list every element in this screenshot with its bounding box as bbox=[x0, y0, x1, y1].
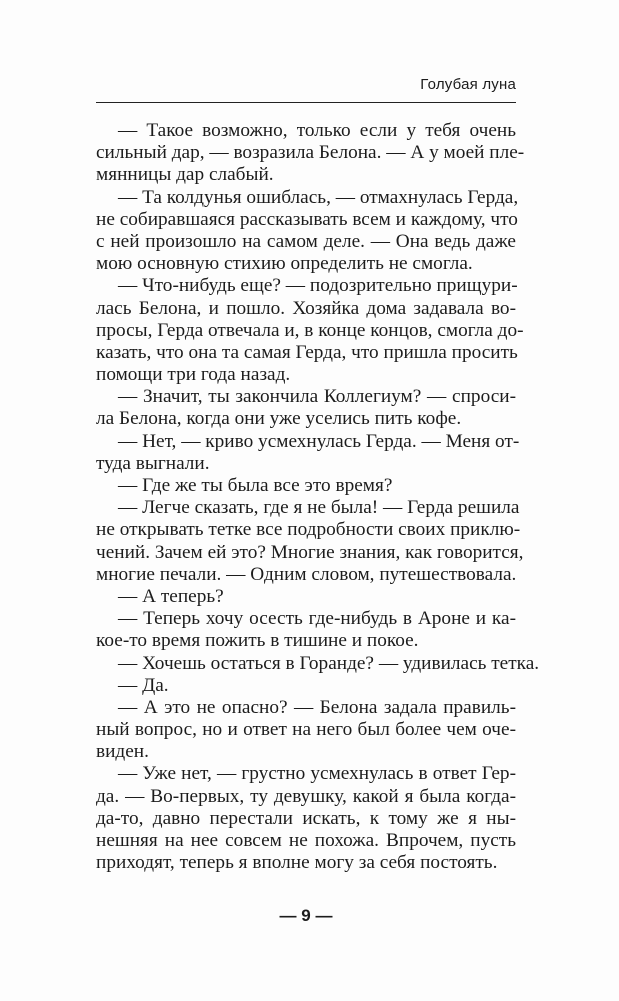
text-line: виден. bbox=[96, 741, 149, 763]
text-line: — Легче сказать, где я не была! — Герда решила bbox=[118, 497, 520, 519]
text-line: не собиравшаяся рассказывать всем и каждому, что bbox=[96, 208, 518, 230]
text-line: кое-то время пожить в тишине и покое. bbox=[96, 630, 419, 652]
text-line: не открывать тетке все подробности своих приклю- bbox=[96, 519, 521, 541]
text-line: — Значит, ты закончила Коллегиум? — спроси- bbox=[118, 386, 516, 408]
text-line: — Нет, — криво усмехнулась Герда. — Меня от- bbox=[118, 430, 520, 452]
text-line: — Такое возможно, только если у тебя очень bbox=[118, 120, 516, 141]
running-title: Голубая луна bbox=[420, 76, 516, 93]
text-line: — Что-нибудь еще? — подозрительно прищури- bbox=[118, 275, 518, 297]
text-line: да-то, давно перестали искать, к тому же я ны- bbox=[96, 807, 516, 829]
text-line: — Уже нет, — грустно усмехнулась в ответ Гер- bbox=[118, 763, 516, 785]
page-number: — 9 — bbox=[279, 906, 333, 925]
text-line: приходят, теперь я вполне могу за себя постоять. bbox=[96, 852, 498, 874]
text-line: да. — Во-первых, ту девушку, какой я была когда- bbox=[96, 785, 516, 807]
text-line: ла Белона, когда они уже уселись пить кофе. bbox=[96, 408, 462, 430]
text-line: — Теперь хочу осесть где-нибудь в Ароне и ка- bbox=[118, 608, 516, 630]
text-line: просы, Герда отвечала и, в конце концов, смогла до- bbox=[96, 319, 524, 341]
text-line: нешняя на нее совсем не похожа. Впрочем, пусть bbox=[96, 830, 516, 851]
text-line: — Хочешь остаться в Горанде? — удивилась тетка. bbox=[118, 652, 540, 674]
text-line: лась Белона, и пошло. Хозяйка дома задавала во- bbox=[96, 297, 516, 319]
text-line: с ней произошло на самом деле. — Она ведь даже bbox=[96, 230, 516, 252]
text-line: помощи три года назад. bbox=[96, 364, 291, 386]
text-line: казать, что она та самая Герда, что пришла просить bbox=[96, 341, 518, 363]
text-line: — А теперь? bbox=[118, 585, 224, 607]
text-line: — Та колдунья ошиблась, — отмахнулась Герда, bbox=[118, 186, 519, 208]
text-line: туда выгнали. bbox=[96, 452, 210, 474]
body-text bbox=[96, 120, 540, 874]
text-line: мою основную стихию определить не смогла. bbox=[96, 253, 473, 275]
text-line: сильный дар, — возразила Белона. — А у моей пле- bbox=[96, 142, 525, 164]
text-line: многие печали. — Одним словом, путешествовала. bbox=[96, 563, 517, 585]
text-line: ный вопрос, но и ответ на него был более чем оче- bbox=[96, 719, 516, 741]
text-line: — А это не опасно? — Белона задала правиль- bbox=[118, 696, 516, 718]
text-line: мянницы дар слабый. bbox=[96, 164, 274, 186]
header-rule bbox=[96, 102, 516, 103]
text-line: — Где же ты была все это время? bbox=[118, 475, 393, 496]
text-line: — Да. bbox=[118, 674, 169, 696]
text-line: чений. Зачем ей это? Многие знания, как говорится, bbox=[96, 541, 524, 563]
